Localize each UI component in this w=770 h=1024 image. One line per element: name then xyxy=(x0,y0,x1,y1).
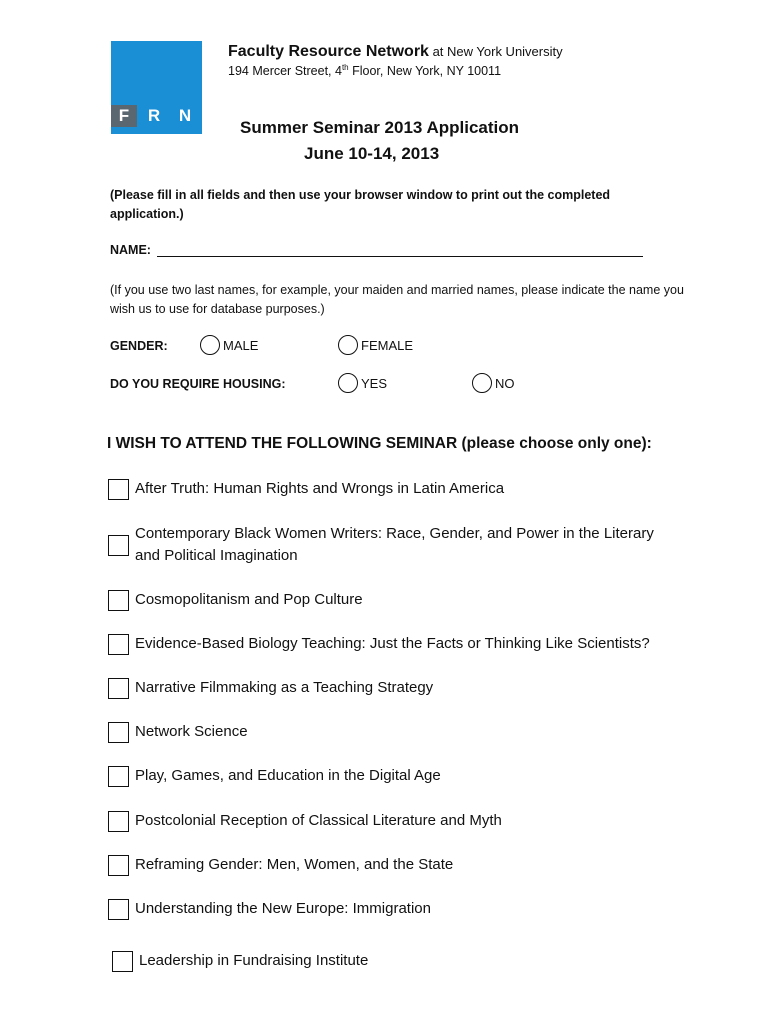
seminar-checkbox[interactable] xyxy=(108,479,129,500)
name-input[interactable] xyxy=(157,242,643,257)
seminar-checkbox[interactable] xyxy=(108,590,129,611)
seminar-option[interactable] xyxy=(108,478,695,500)
no-radio[interactable] xyxy=(472,373,492,393)
yes-radio[interactable] xyxy=(338,373,358,393)
logo-letters xyxy=(111,105,202,127)
housing-label: DO YOU REQUIRE HOUSING: xyxy=(110,377,286,391)
frn-logo xyxy=(111,41,202,134)
org-address xyxy=(228,64,501,78)
address-start: 194 Mercer Street, 4 xyxy=(228,64,342,78)
seminar-checkbox[interactable] xyxy=(108,811,129,832)
seminar-label: Leadership in Fundraising Institute xyxy=(139,952,369,969)
logo-letter-f: F xyxy=(111,105,137,127)
seminar-option[interactable] xyxy=(108,589,695,611)
yes-label: YES xyxy=(361,375,388,391)
housing-no-option[interactable] xyxy=(472,373,515,393)
org-suffix: at New York University xyxy=(428,44,563,59)
seminar-checkbox[interactable] xyxy=(108,634,129,655)
logo-letter-r: R xyxy=(147,106,161,125)
name-row xyxy=(110,242,643,257)
logo-letter-n: N xyxy=(178,106,192,125)
seminar-label: Cosmopolitanism and Pop Culture xyxy=(135,591,363,608)
seminar-checkbox[interactable] xyxy=(108,766,129,787)
seminar-option[interactable] xyxy=(112,950,699,972)
gender-label: GENDER: xyxy=(110,339,168,353)
housing-yes-option[interactable] xyxy=(338,373,387,393)
no-label: NO xyxy=(495,375,515,391)
instructions: (Please fill in all fields and then use your browser window to print out the completed application.) xyxy=(110,188,611,221)
form-title: Summer Seminar 2013 Application xyxy=(240,118,520,137)
org-name: Faculty Resource Network xyxy=(228,43,429,60)
form-dates: June 10-14, 2013 xyxy=(304,144,440,163)
seminar-label: Play, Games, and Education in the Digital Age xyxy=(135,767,441,784)
seminar-option[interactable] xyxy=(108,765,695,787)
org-line xyxy=(228,43,563,61)
seminar-checkbox[interactable] xyxy=(108,899,129,920)
seminar-heading: I WISH TO ATTEND THE FOLLOWING SEMINAR (please choose only one): xyxy=(107,435,652,452)
seminar-label: Postcolonial Reception of Classical Literature and Myth xyxy=(135,812,502,829)
seminar-checkbox[interactable] xyxy=(108,722,129,743)
seminar-option[interactable] xyxy=(108,854,695,876)
gender-female-option[interactable] xyxy=(338,335,413,355)
seminar-label: Understanding the New Europe: Immigration xyxy=(135,900,431,917)
seminar-label: After Truth: Human Rights and Wrongs in Latin America xyxy=(135,480,505,497)
seminar-option[interactable] xyxy=(108,633,695,655)
seminar-checkbox[interactable] xyxy=(112,951,133,972)
seminar-label: Narrative Filmmaking as a Teaching Strategy xyxy=(135,679,434,696)
female-radio[interactable] xyxy=(338,335,358,355)
seminar-label: Contemporary Black Women Writers: Race, Gender, and Power in the Literary and Political Imagination xyxy=(135,525,654,564)
gender-male-option[interactable] xyxy=(200,335,258,355)
address-end: Floor, New York, NY 10011 xyxy=(348,64,502,78)
name-note: (If you use two last names, for example, your maiden and married names, please indicate the name you wish us to use for database purposes.) xyxy=(110,283,684,316)
male-label: MALE xyxy=(223,337,259,353)
seminar-option[interactable] xyxy=(108,721,695,743)
male-radio[interactable] xyxy=(200,335,220,355)
seminar-label: Evidence-Based Biology Teaching: Just the Facts or Thinking Like Scientists? xyxy=(135,635,650,652)
seminar-option[interactable] xyxy=(108,898,695,920)
name-label: NAME: xyxy=(110,243,151,257)
seminar-label: Network Science xyxy=(135,723,248,740)
female-label: FEMALE xyxy=(361,337,414,353)
seminar-option[interactable] xyxy=(108,810,695,832)
seminar-checkbox[interactable] xyxy=(108,855,129,876)
seminar-option[interactable] xyxy=(108,523,655,567)
seminar-option[interactable] xyxy=(108,677,695,699)
address-ordinal: th xyxy=(341,62,349,72)
seminar-label: Reframing Gender: Men, Women, and the State xyxy=(135,856,454,873)
seminar-checkbox[interactable] xyxy=(108,535,129,556)
seminar-checkbox[interactable] xyxy=(108,678,129,699)
